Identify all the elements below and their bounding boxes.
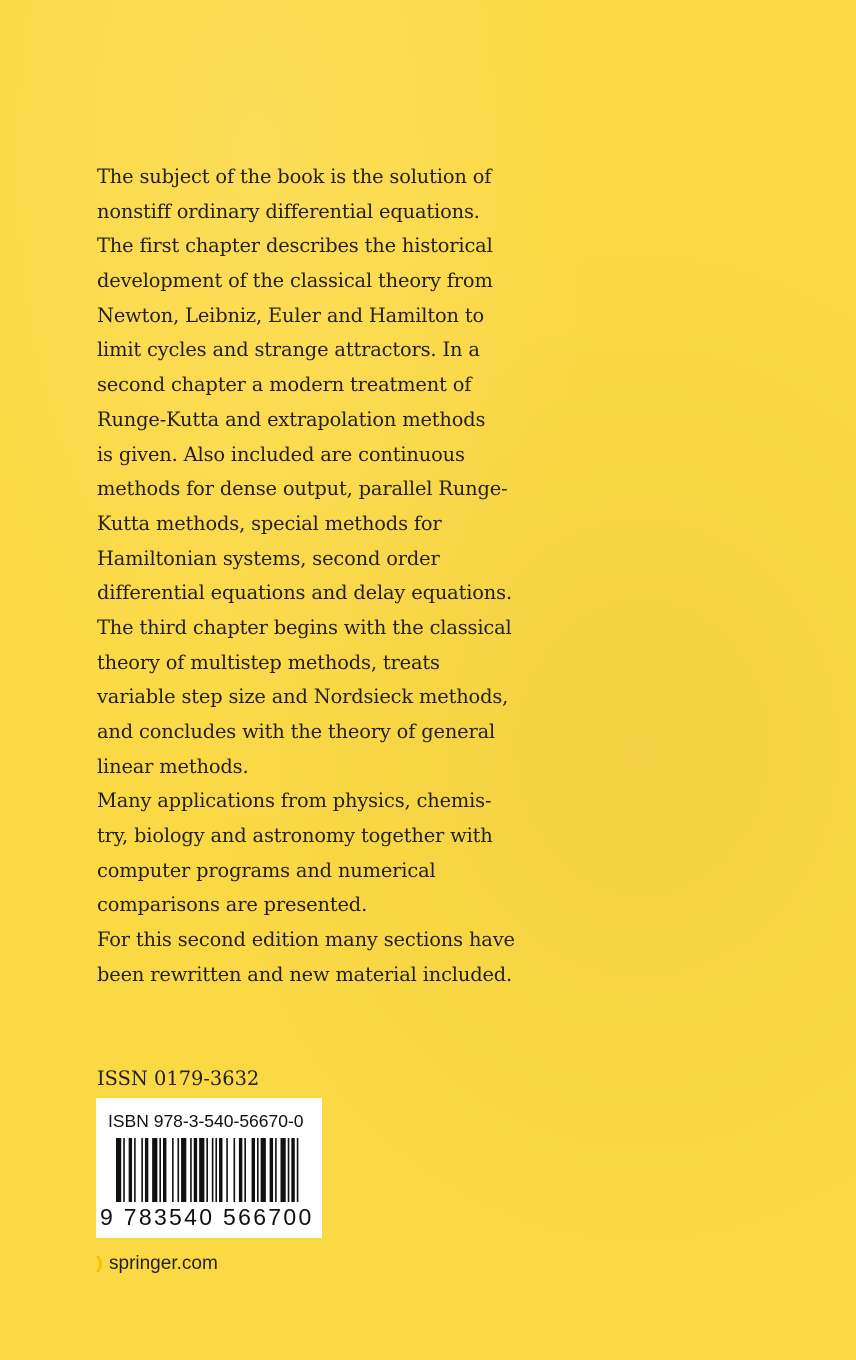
barcode-bar [291,1138,294,1202]
barcode-bar [159,1138,161,1202]
barcode-bar [199,1138,204,1202]
description-line: been rewritten and new material included. [97,962,513,986]
barcode-bar [226,1138,228,1202]
description-line: Hamiltonian systems, second order [97,546,440,570]
chevron-right-icon [94,1254,106,1274]
barcode-digits: 9 783540 566700 [100,1204,314,1230]
barcode-bar [215,1138,217,1202]
description-line: theory of multistep methods, treats [97,650,440,674]
barcode-bar [163,1138,166,1202]
isbn-label: ISBN 978-3-540-56670-0 [108,1111,304,1131]
description-line: second chapter a modern treatment of [97,373,472,397]
barcode-bar [177,1138,179,1202]
barcode-bar [281,1138,286,1202]
barcode-bar [145,1138,148,1202]
barcode-bar [275,1138,277,1202]
description-line: development of the classical theory from [97,269,493,293]
barcode-bar [123,1138,125,1202]
barcode-bar [261,1138,266,1202]
barcode-bar [244,1138,246,1202]
barcode-bar [219,1138,222,1202]
barcode-bar [172,1138,174,1202]
barcode-bar [190,1138,192,1202]
description-line: differential equations and delay equations. [97,581,512,605]
issn-number: ISSN 0179-3632 [97,1067,260,1090]
description-line: Runge-Kutta and extrapolation methods [97,407,486,431]
barcode-bar [234,1138,236,1202]
barcode-bar [141,1138,143,1202]
isbn-barcode [96,1098,322,1238]
barcode-bar [252,1138,255,1202]
barcode-bar [129,1138,132,1202]
barcode-bar [181,1138,186,1202]
barcode-bar [288,1138,290,1202]
barcode-bar [212,1138,214,1202]
website-link[interactable]: springer.com [109,1253,218,1274]
description-line: For this second edition many sections have [97,928,515,952]
description-line: The subject of the book is the solution of [97,165,492,188]
description-line: Many applications from physics, chemis- [97,789,492,813]
barcode-bar [116,1138,121,1202]
description-line: computer programs and numerical [97,858,436,882]
description-line: try, biology and astronomy together with [97,824,493,848]
description-line: nonstiff ordinary differential equations. [97,199,480,223]
barcode-bar [257,1138,259,1202]
description-line: The third chapter begins with the classical [97,615,512,639]
publisher-website[interactable] [94,1251,218,1277]
description-line: The first chapter describes the historical [97,234,493,258]
barcode-bars [116,1138,304,1202]
description-line: linear methods. [97,754,249,778]
description-line: is given. Also included are continuous [97,442,465,466]
barcode-bar [239,1138,242,1202]
barcode-bar [152,1138,157,1202]
description-line: methods for dense output, parallel Runge- [97,477,508,501]
description-line: Kutta methods, special methods for [97,511,442,535]
barcode-bar [134,1138,136,1202]
barcode-bar [270,1138,273,1202]
description-line: variable step size and Nordsieck methods, [97,685,509,709]
description-line: limit cycles and strange attractors. In a [97,338,480,362]
description-line: comparisons are presented. [97,893,368,917]
book-description [97,160,517,993]
barcode-bar [206,1138,208,1202]
barcode-bar [297,1138,299,1202]
description-line: Newton, Leibniz, Euler and Hamilton to [97,303,485,327]
barcode-bar [194,1138,197,1202]
description-line: and concludes with the theory of general [97,720,496,743]
